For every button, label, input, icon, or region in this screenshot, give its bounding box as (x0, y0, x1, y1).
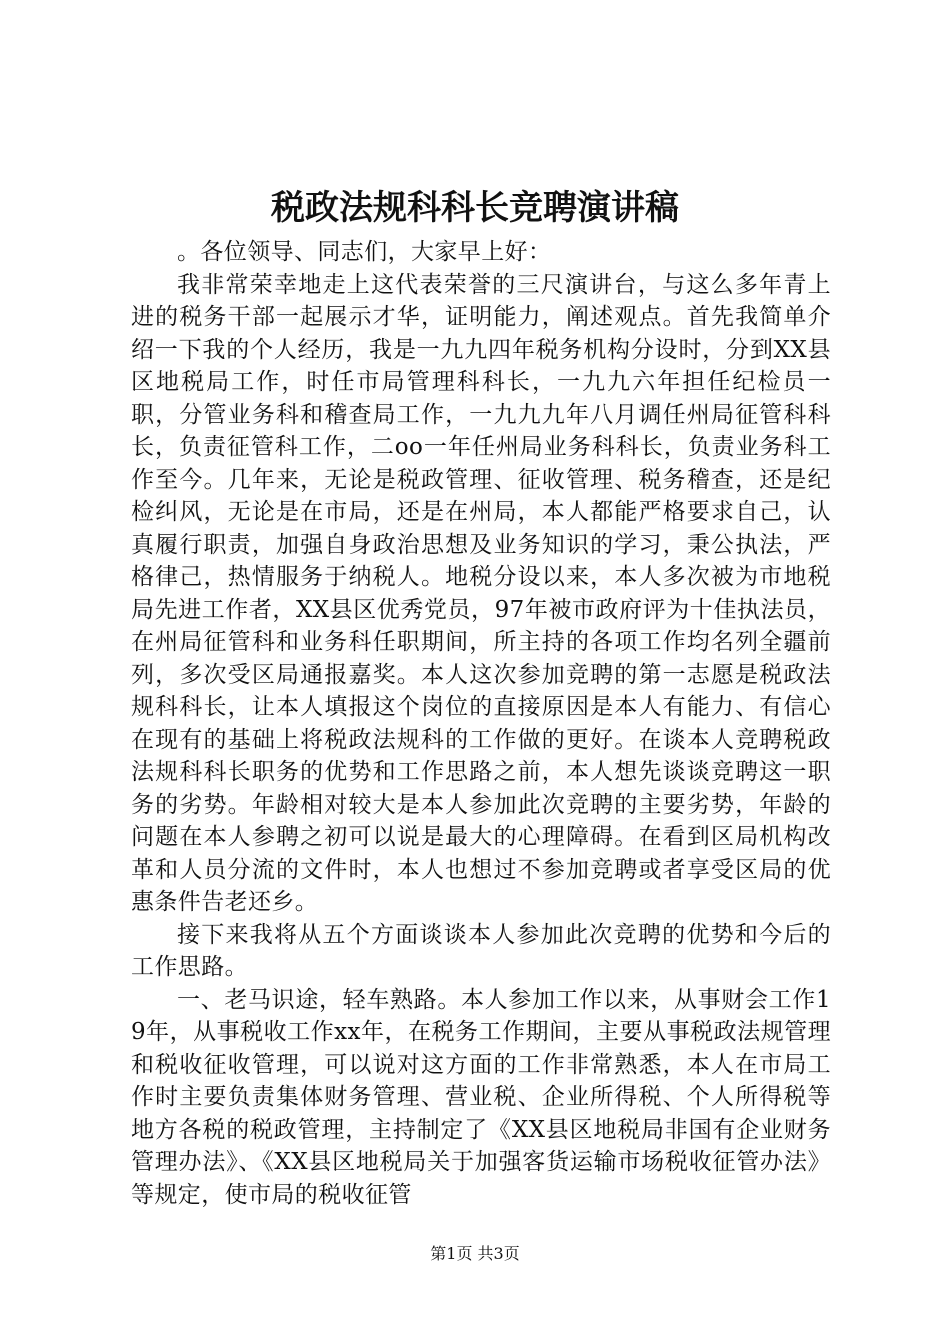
paragraph-transition: 接下来我将从五个方面谈谈本人参加此次竞聘的优势和今后的工作思路。 (131, 921, 831, 980)
page-footer: 第1页 共3页 (430, 1244, 520, 1263)
paragraph-introduction: 我非常荣幸地走上这代表荣誉的三尺演讲台，与这么多年青上进的税务干部一起展示才华，证明能力，阐述观点。首先我简单介绍一下我的个人经历，我是一九九四年税务机构分设时，分到XX县区地税局工作，时任市局管理科科长，一九九六年担任纪检员一职，分管业务科和稽查局工作，一九九九年八月调任州局征管科科长，负责征管科工作，二oo一年任州局业务科科长，负责业务科工作至今。几年来，无论是税政管理、征收管理、税务稽查，还是纪检纠风，无论是在市局，还是在州局，本人都能严格要求自己，认真履行职责，加强自身政治思想及业务知识的学习，秉公执法，严格律己，热情服务于纳税人。地税分设以来，本人多次被为市地税局先进工作者，XX县区优秀党员，97年被市政府评为十佳执法员，在州局征管科和业务科任职期间，所主持的各项工作均名列全疆前列，多次受区局通报嘉奖。本人这次参加竞聘的第一志愿是税政法规科科长，让本人填报这个岗位的直接原因是本人有能力、有信心在现有的基础上将税政法规科的工作做的更好。在谈本人竞聘税政法规科科长职务的优势和工作思路之前，本人想先谈谈竞聘这一职务的劣势。年龄相对较大是本人参加此次竞聘的主要劣势，年龄的问题在本人参聘之初可以说是最大的心理障碍。在看到区局机构改革和人员分流的文件时，本人也想过不参加竞聘或者享受区局的优惠条件告老还乡。 (131, 271, 831, 915)
paragraph-greeting: 。各位领导、同志们，大家早上好： (177, 239, 552, 265)
paragraph-point-one: 一、老马识途，轻车熟路。本人参加工作以来，从事财会工作19年，从事税收工作xx年，在税务工作期间，主要从事税政法规管理和税收征收管理，可以说对这方面的工作非常熟悉，本人在市局工作时主要负责集体财务管理、营业税、企业所得税、个人所得税等地方各税的税政管理，主持制定了《XX县区地税局非国有企业财务管理办法》、《XX县区地税局关于加强客货运输市场税收征管办法》等规定，使市局的税收征管 (131, 986, 831, 1208)
document-body (131, 236, 831, 1211)
document-title: 税政法规科科长竞聘演讲稿 (271, 188, 679, 228)
